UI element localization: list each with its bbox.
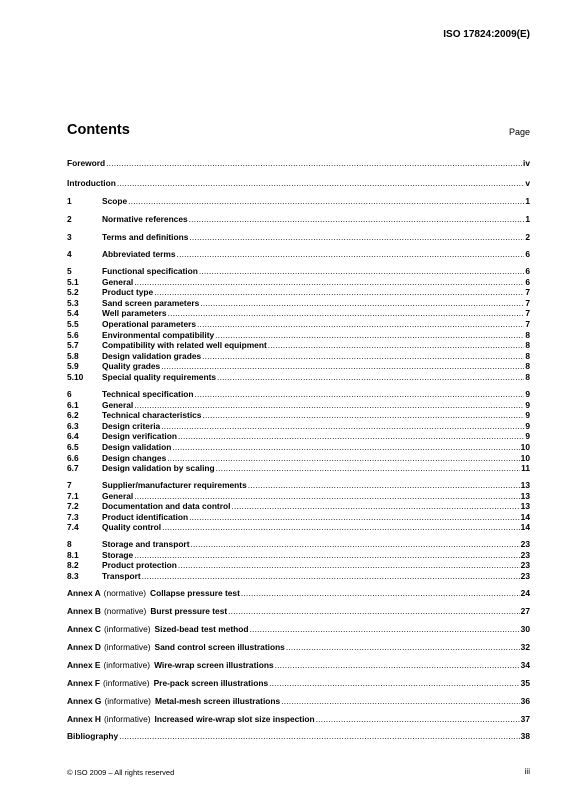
toc-entry-page: 6 xyxy=(525,266,530,276)
toc-entry-number: 3 xyxy=(67,232,72,242)
dot-leader xyxy=(177,249,525,260)
toc-entry-number: 7 xyxy=(67,480,72,490)
toc-entry[interactable] xyxy=(67,400,530,411)
annex-label: Annex D xyxy=(67,642,101,652)
toc-entry-title: Storage xyxy=(102,549,134,560)
toc-entry-number: 6.4 xyxy=(67,431,79,442)
toc-entry-number: 6 xyxy=(67,389,72,399)
toc-entry-page: 37 xyxy=(520,714,530,724)
annex-title: Increased wire-wrap slot size inspection xyxy=(154,714,315,724)
copyright-footer: © ISO 2009 – All rights reserved xyxy=(67,768,175,777)
toc-entry-page: 9 xyxy=(525,431,530,442)
dot-leader xyxy=(106,158,522,169)
toc-entry-page: 24 xyxy=(520,588,530,598)
toc-entry-page: 6 xyxy=(525,249,530,259)
toc-entry-title xyxy=(67,714,315,725)
toc-entry-title: General xyxy=(102,490,134,501)
toc-entry-title xyxy=(67,624,249,635)
toc-entry-title: Design verification xyxy=(102,431,177,442)
toc-entry[interactable] xyxy=(67,501,530,512)
toc-entry-number: 5.1 xyxy=(67,276,79,287)
toc-entry-number: 6.1 xyxy=(67,399,79,410)
toc-entry[interactable] xyxy=(67,287,530,298)
toc-entry-number: 5.9 xyxy=(67,361,79,372)
toc-entry[interactable] xyxy=(67,389,530,400)
annex-type-note: (informative) xyxy=(103,624,151,634)
toc-entry[interactable] xyxy=(67,642,530,653)
toc-entry[interactable] xyxy=(67,249,530,260)
dot-leader xyxy=(189,512,520,523)
toc-entry-page: 7 xyxy=(525,297,530,308)
toc-entry-number: 8.1 xyxy=(67,549,79,560)
toc-entry-page: 8 xyxy=(525,329,530,340)
annex-type-note: (normative) xyxy=(103,588,147,598)
contents-title: Contents xyxy=(67,122,130,138)
dot-leader xyxy=(231,501,519,512)
toc-entry-page: 27 xyxy=(520,606,530,616)
annex-label: Annex G xyxy=(67,696,102,706)
toc-entry-title: Storage and transport xyxy=(102,539,190,549)
annex-title: Sand control screen illustrations xyxy=(154,642,285,652)
toc-entry-title: Design changes xyxy=(102,452,167,463)
toc-entry[interactable] xyxy=(67,232,530,243)
toc-entry-title: Product protection xyxy=(102,560,177,571)
toc-entry-number: 5.6 xyxy=(67,329,79,340)
toc-entry-number: 4 xyxy=(67,249,72,259)
dot-leader xyxy=(134,550,519,561)
toc-entry-page: iv xyxy=(523,158,530,168)
toc-entry[interactable] xyxy=(67,410,530,421)
toc-entry-title: Operational parameters xyxy=(102,319,197,329)
toc-entry[interactable] xyxy=(67,277,530,288)
toc-entry-number: 5 xyxy=(67,266,72,276)
toc-entry[interactable] xyxy=(67,308,530,319)
toc-entry-page: 7 xyxy=(525,308,530,319)
toc-entry-title xyxy=(67,588,240,599)
toc-entry-page: v xyxy=(525,178,530,188)
toc-entry-title: Abbreviated terms xyxy=(102,249,176,259)
toc-entry[interactable] xyxy=(67,539,530,550)
toc-entry-title: Sand screen parameters xyxy=(102,297,200,308)
toc-entry-page: 8 xyxy=(525,361,530,372)
toc-entry-number: 5.2 xyxy=(67,287,79,298)
dot-leader xyxy=(202,351,524,362)
toc-entry-title: Transport xyxy=(102,570,141,581)
dot-leader xyxy=(228,606,520,617)
annex-title: Collapse pressure test xyxy=(150,588,240,598)
toc-entry[interactable] xyxy=(67,196,530,207)
toc-entry-page: 9 xyxy=(525,399,530,410)
dot-leader xyxy=(202,410,524,421)
toc-entry[interactable] xyxy=(67,298,530,309)
annex-label: Annex C xyxy=(67,624,101,634)
toc-entry-number: 7.4 xyxy=(67,522,79,533)
toc-entry-title: Product type xyxy=(102,287,154,298)
dot-leader xyxy=(281,696,519,707)
toc-entry-page: 13 xyxy=(520,480,530,490)
dot-leader xyxy=(134,277,524,288)
toc-entry-page: 23 xyxy=(520,570,530,581)
toc-entry-page: 23 xyxy=(520,549,530,560)
page-column-label: Page xyxy=(508,127,530,137)
dot-leader xyxy=(189,232,524,243)
annex-type-note: (normative) xyxy=(103,606,147,616)
toc-entry-title: Design criteria xyxy=(102,420,161,431)
dot-leader xyxy=(154,287,524,298)
toc-entry-number: 8 xyxy=(67,539,72,549)
toc-entry-title: Compatibility with related well equipment xyxy=(102,340,267,351)
dot-leader xyxy=(134,400,524,411)
toc-entry-page: 32 xyxy=(520,642,530,652)
annex-type-note: (informative) xyxy=(104,696,151,706)
annex-type-note: (informative) xyxy=(103,714,151,724)
dot-leader xyxy=(161,421,524,432)
toc-entry-page: 30 xyxy=(520,624,530,634)
toc-entry-page: 6 xyxy=(525,276,530,287)
toc-entry-title: Documentation and data control xyxy=(102,501,231,512)
toc-entry-number: 1 xyxy=(67,196,72,206)
annex-title: Metal-mesh screen illustrations xyxy=(154,696,281,706)
dot-leader xyxy=(215,330,524,341)
toc-entry-title: Terms and definitions xyxy=(102,232,189,242)
annex-type-note: (informative) xyxy=(103,660,151,670)
toc-entry[interactable] xyxy=(67,266,530,277)
toc-entry-page: 9 xyxy=(525,420,530,431)
dot-leader xyxy=(195,389,525,400)
dot-leader xyxy=(142,571,520,582)
toc-entry-title: Design validation by scaling xyxy=(102,463,215,474)
annex-title: Burst pressure test xyxy=(150,606,228,616)
toc-entry[interactable] xyxy=(67,550,530,561)
dot-leader xyxy=(178,431,524,442)
annex-title: Wire-wrap screen illustrations xyxy=(154,660,274,670)
toc-entry-title: Quality control xyxy=(102,522,162,533)
toc-entry-page: 38 xyxy=(520,731,530,741)
toc-entry-page: 7 xyxy=(525,319,530,329)
toc-entry-number: 2 xyxy=(67,214,72,224)
toc-entry-number: 6.2 xyxy=(67,410,79,421)
annex-label: Annex F xyxy=(67,678,101,688)
toc-entry[interactable] xyxy=(67,340,530,351)
toc-entry-page: 1 xyxy=(525,214,530,224)
dot-leader xyxy=(161,361,524,372)
toc-entry-page: 9 xyxy=(525,410,530,421)
toc-entry-page: 13 xyxy=(520,490,530,501)
dot-leader xyxy=(197,319,524,330)
toc-entry[interactable] xyxy=(67,214,530,225)
standard-header: ISO 17824:2009(E) xyxy=(443,29,530,40)
annex-type-note: (informative) xyxy=(103,642,151,652)
dot-leader xyxy=(128,196,524,207)
dot-leader xyxy=(269,678,520,689)
toc-entry-number: 7.1 xyxy=(67,490,79,501)
toc-entry[interactable] xyxy=(67,319,530,330)
toc-entry[interactable] xyxy=(67,522,530,533)
toc-entry-number: 5.3 xyxy=(67,297,79,308)
toc-entry-title: Foreword xyxy=(67,158,106,168)
toc-entry[interactable] xyxy=(67,731,530,742)
toc-entry-title xyxy=(67,696,280,707)
annex-label: Annex E xyxy=(67,660,101,670)
toc-entry-number: 8.2 xyxy=(67,560,79,571)
toc-entry[interactable] xyxy=(67,714,530,725)
toc-entry-number: 6.7 xyxy=(67,463,79,474)
toc-entry[interactable] xyxy=(67,491,530,502)
toc-entry-number: 6.6 xyxy=(67,452,79,463)
toc-entry[interactable] xyxy=(67,361,530,372)
toc-entry[interactable] xyxy=(67,678,530,689)
toc-entry-page: 8 xyxy=(525,350,530,361)
toc-entry-title: Quality grades xyxy=(102,361,161,372)
toc-entry[interactable] xyxy=(67,330,530,341)
toc-entry-title: Design validation xyxy=(102,442,172,452)
toc-entry-title: Special quality requirements xyxy=(102,372,217,382)
dot-leader xyxy=(286,642,520,653)
toc-entry-number: 6.3 xyxy=(67,420,79,431)
toc-entry-page: 23 xyxy=(520,539,530,549)
toc-entry-title: Bibliography xyxy=(67,731,119,741)
dot-leader xyxy=(217,372,524,383)
toc-entry[interactable] xyxy=(67,463,530,474)
toc-entry-page: 34 xyxy=(520,660,530,670)
dot-leader xyxy=(189,214,525,225)
toc-entry-number: 8.3 xyxy=(67,570,79,581)
toc-entry-page: 7 xyxy=(525,287,530,298)
toc-entry-page: 10 xyxy=(520,442,530,452)
annex-label: Annex A xyxy=(67,588,101,598)
toc-entry-title: Technical specification xyxy=(102,389,194,399)
toc-entry-page: 10 xyxy=(520,452,530,463)
toc-entry-page: 9 xyxy=(525,389,530,399)
toc-entry-title: Supplier/manufacturer requirements xyxy=(102,480,247,490)
dot-leader xyxy=(168,308,525,319)
toc-entry-title xyxy=(67,678,268,689)
dot-leader xyxy=(119,731,519,742)
dot-leader xyxy=(134,491,519,502)
toc-entry[interactable] xyxy=(67,372,530,383)
toc-entry[interactable] xyxy=(67,431,530,442)
toc-entry-page: 13 xyxy=(520,501,530,512)
annex-label: Annex B xyxy=(67,606,101,616)
toc-entry[interactable] xyxy=(67,453,530,464)
annex-title: Sized-bead test method xyxy=(154,624,249,634)
dot-leader xyxy=(178,560,520,571)
toc-entry[interactable] xyxy=(67,351,530,362)
dot-leader xyxy=(190,539,519,550)
toc-entry-number: 6.5 xyxy=(67,442,79,452)
toc-entry-title xyxy=(67,642,285,653)
toc-entry-title: General xyxy=(102,276,134,287)
toc-entry[interactable] xyxy=(67,588,530,599)
dot-leader xyxy=(241,588,520,599)
dot-leader xyxy=(162,522,520,533)
toc-entry-title: Normative references xyxy=(102,214,188,224)
toc-entry-title: Design validation grades xyxy=(102,350,202,361)
dot-leader xyxy=(275,660,520,671)
toc-entry-number: 5.7 xyxy=(67,340,79,351)
dot-leader xyxy=(316,714,520,725)
dot-leader xyxy=(167,453,519,464)
toc-entry-title: Well parameters xyxy=(102,308,167,319)
toc-entry[interactable] xyxy=(67,442,530,453)
toc-entry-title xyxy=(67,660,274,671)
toc-entry-number: 7.3 xyxy=(67,511,79,522)
toc-entry-page: 8 xyxy=(525,372,530,382)
toc-entry-page: 11 xyxy=(521,463,530,474)
annex-title: Pre-pack screen illustrations xyxy=(153,678,269,688)
toc-entry-title: Product identification xyxy=(102,511,189,522)
toc-entry-title xyxy=(67,606,227,617)
toc-entry-page: 23 xyxy=(520,560,530,571)
toc-entry-title: General xyxy=(102,399,134,410)
dot-leader xyxy=(172,442,519,453)
dot-leader xyxy=(199,266,524,277)
toc-entry-number: 5.4 xyxy=(67,308,79,319)
toc-entry-title: Technical characteristics xyxy=(102,410,202,421)
dot-leader xyxy=(216,463,521,474)
toc-entry-page: 8 xyxy=(525,340,530,351)
toc-entry[interactable] xyxy=(67,571,530,582)
toc-entry-title: Introduction xyxy=(67,178,116,188)
toc-entry[interactable] xyxy=(67,696,530,707)
page-number: iii xyxy=(524,767,530,776)
annex-label: Annex H xyxy=(67,714,101,724)
toc-entry[interactable] xyxy=(67,624,530,635)
dot-leader xyxy=(250,624,520,635)
dot-leader xyxy=(248,480,520,491)
toc-entry-number: 5.10 xyxy=(67,372,84,382)
toc-entry[interactable] xyxy=(67,560,530,571)
toc-entry-title: Functional specification xyxy=(102,266,198,276)
toc-entry-page: 36 xyxy=(520,696,530,706)
annex-type-note: (informative) xyxy=(103,678,150,688)
toc-entry-title: Scope xyxy=(102,196,128,206)
toc-entry[interactable] xyxy=(67,660,530,671)
toc-entry-page: 14 xyxy=(520,522,530,533)
toc-entry[interactable] xyxy=(67,421,530,432)
toc-entry-page: 2 xyxy=(525,232,530,242)
toc-entry-page: 1 xyxy=(525,196,530,206)
toc-entry-number: 7.2 xyxy=(67,501,79,512)
toc-entry-page: 14 xyxy=(520,511,530,522)
dot-leader xyxy=(117,178,524,189)
toc-entry[interactable] xyxy=(67,512,530,523)
toc-entry[interactable] xyxy=(67,158,530,169)
toc-entry-number: 5.5 xyxy=(67,319,79,329)
toc-entry-title: Environmental compatibility xyxy=(102,329,215,340)
toc-entry[interactable] xyxy=(67,480,530,491)
dot-leader xyxy=(200,298,524,309)
dot-leader xyxy=(268,340,525,351)
toc-entry[interactable] xyxy=(67,606,530,617)
toc-entry-page: 35 xyxy=(520,678,530,688)
toc-entry-number: 5.8 xyxy=(67,350,79,361)
toc-entry[interactable] xyxy=(67,178,530,189)
